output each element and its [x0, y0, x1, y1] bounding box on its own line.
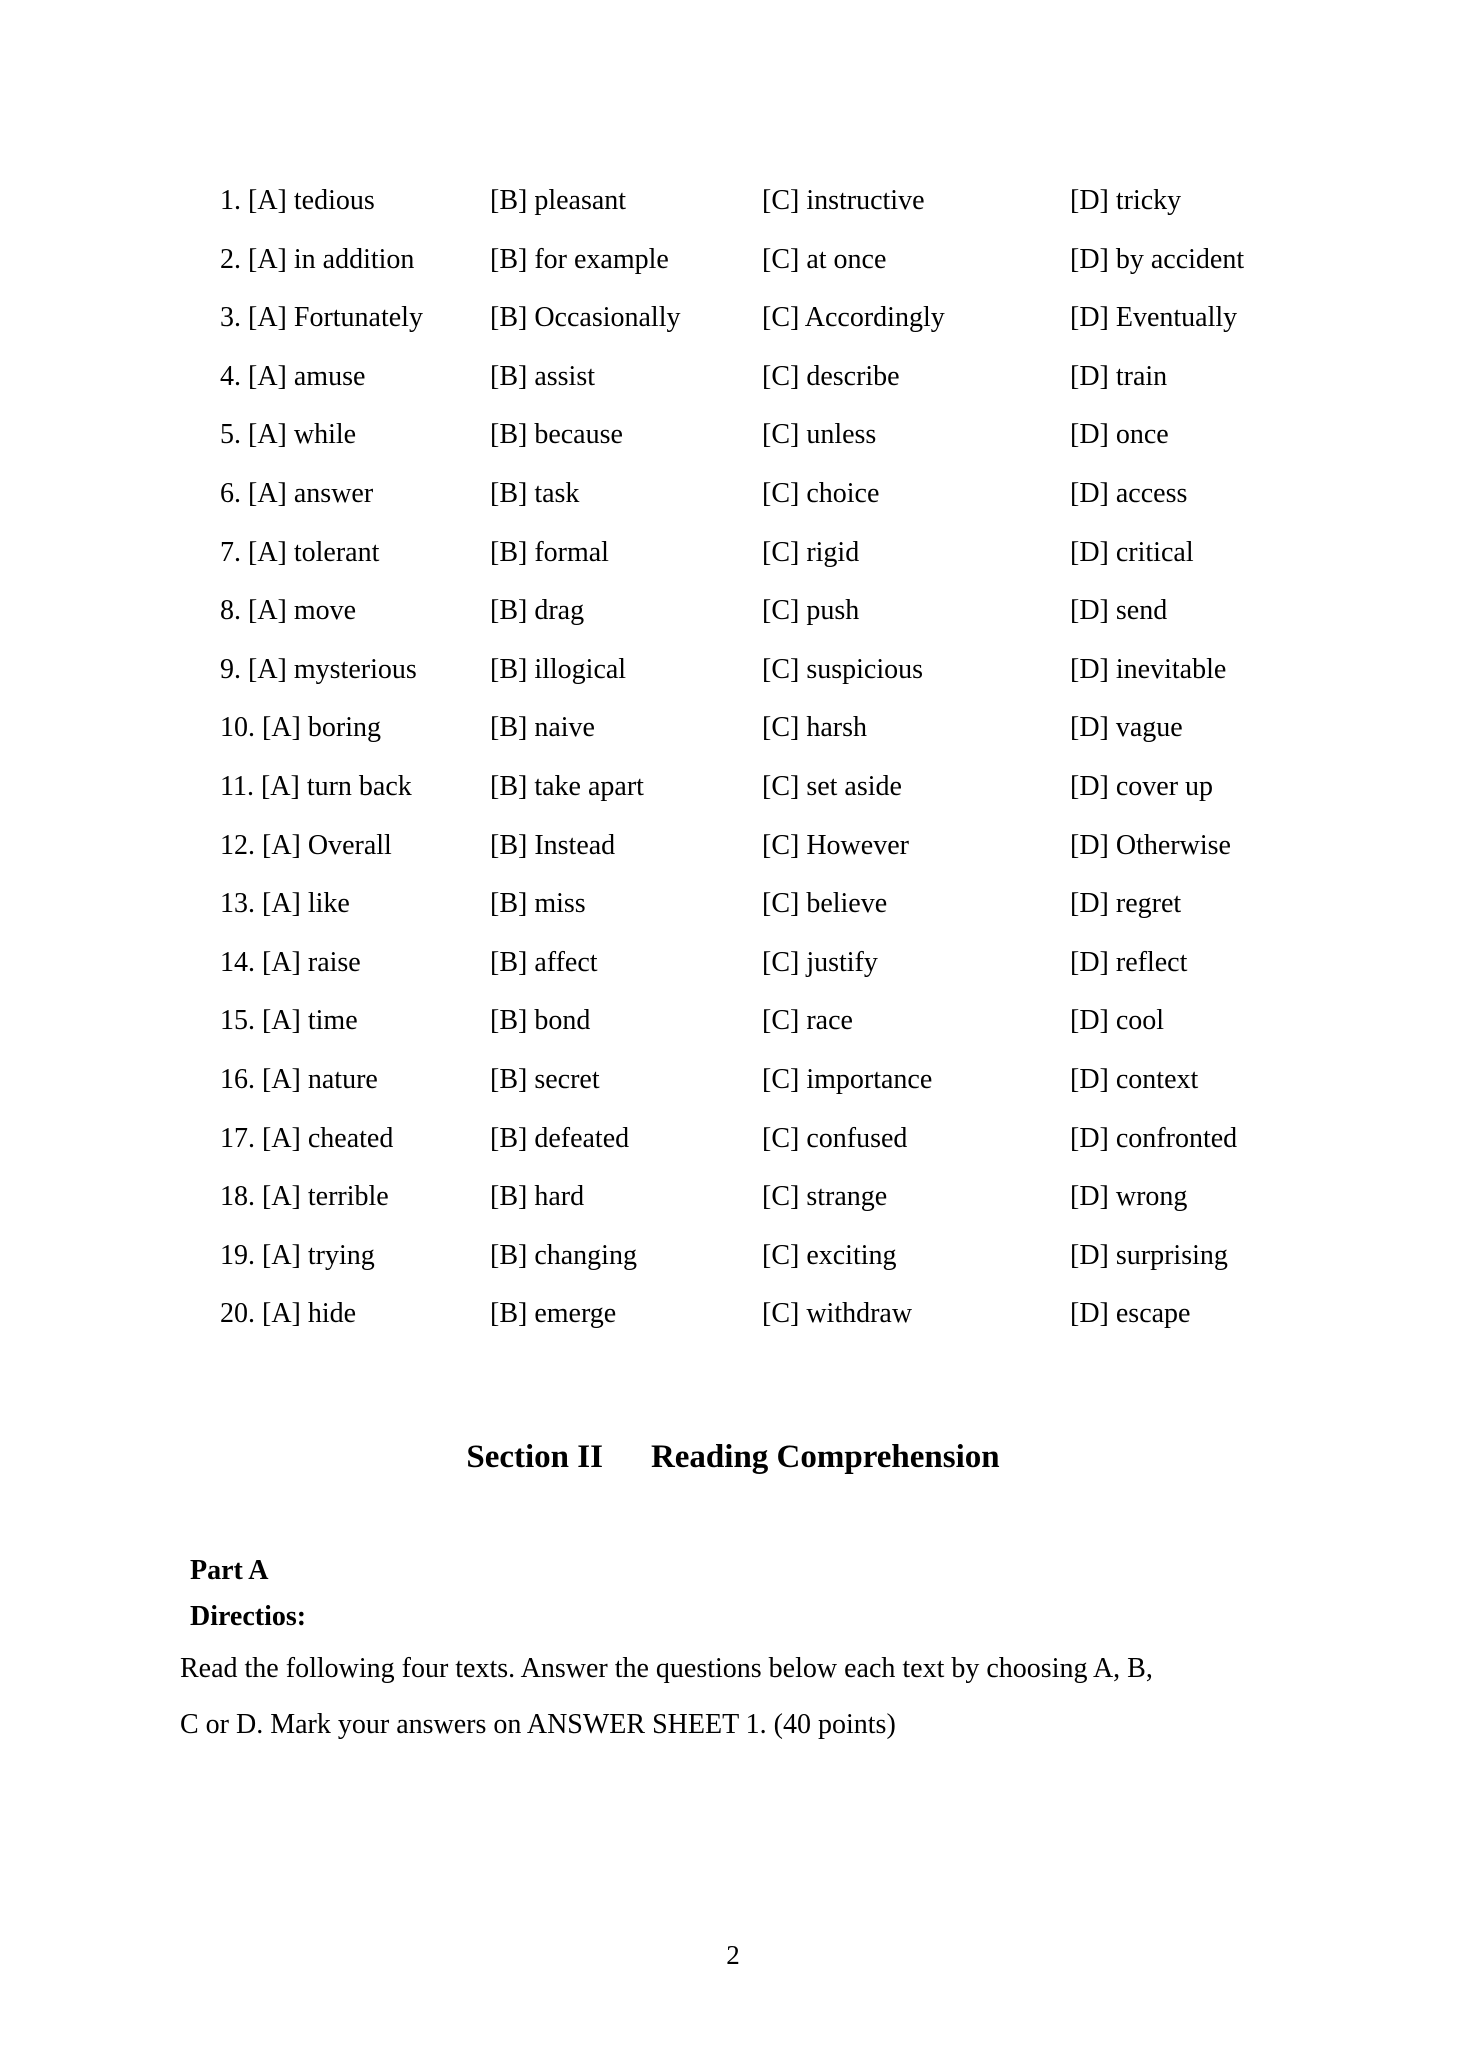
option-b: [B] defeated — [490, 1122, 630, 1154]
option-b: [B] bond — [490, 1005, 591, 1037]
option-b: [B] assist — [490, 360, 595, 392]
option-b: [B] task — [490, 477, 580, 509]
question-row — [0, 875, 1466, 934]
option-d: [D] train — [1070, 360, 1168, 392]
option-d: [D] send — [1070, 595, 1168, 627]
question-number-and-option-a: 2. [A] in addition — [220, 243, 415, 275]
option-d: [D] regret — [1070, 888, 1182, 920]
option-c: [C] rigid — [762, 536, 860, 568]
option-d: [D] inevitable — [1070, 653, 1227, 685]
question-row — [0, 231, 1466, 290]
option-c: [C] unless — [762, 419, 877, 451]
option-b: [B] illogical — [490, 653, 627, 685]
question-number-and-option-a: 13. [A] like — [220, 888, 350, 920]
option-b: [B] Instead — [490, 829, 616, 861]
question-row — [0, 172, 1466, 231]
option-c: [C] set aside — [762, 770, 902, 802]
question-row — [0, 758, 1466, 817]
option-b: [B] pleasant — [490, 185, 627, 216]
option-b: [B] take apart — [490, 770, 644, 802]
option-b: [B] drag — [490, 595, 585, 627]
option-b: [B] emerge — [490, 1298, 617, 1330]
question-row — [0, 406, 1466, 465]
option-d: [D] context — [1070, 1063, 1199, 1095]
page-footer — [0, 1938, 1466, 1972]
section-heading-title: Reading Comprehension — [650, 1439, 1000, 1475]
question-row — [0, 1110, 1466, 1169]
option-b: [B] formal — [490, 536, 609, 568]
option-b: [B] Occasionally — [490, 302, 681, 334]
option-c: [C] at once — [762, 243, 887, 275]
option-c: [C] exciting — [762, 1239, 897, 1271]
option-d: [D] vague — [1070, 712, 1183, 744]
option-d: [D] escape — [1070, 1298, 1191, 1330]
question-row — [0, 699, 1466, 758]
directions-line-2: C or D. Mark your answers on ANSWER SHEET 1. (40 points) — [180, 1709, 896, 1740]
option-c: [C] instructive — [762, 185, 925, 216]
question-number-and-option-a: 15. [A] time — [220, 1005, 358, 1037]
directions-line-1: Read the following four texts. Answer the questions below each text by choosing A, B, — [180, 1653, 1153, 1684]
question-row — [0, 1285, 1466, 1344]
question-number-and-option-a: 7. [A] tolerant — [220, 536, 380, 568]
option-d: [D] critical — [1070, 536, 1194, 568]
question-number-and-option-a: 1. [A] tedious — [220, 185, 375, 216]
question-row — [0, 817, 1466, 876]
question-row — [0, 641, 1466, 700]
option-b: [B] hard — [490, 1181, 585, 1213]
option-b: [B] miss — [490, 888, 586, 920]
question-number-and-option-a: 5. [A] while — [220, 419, 357, 451]
question-number-and-option-a: 12. [A] Overall — [220, 829, 392, 861]
question-number-and-option-a: 20. [A] hide — [220, 1298, 357, 1330]
option-c: [C] confused — [762, 1122, 908, 1154]
option-c: [C] push — [762, 595, 860, 627]
question-number-and-option-a: 18. [A] terrible — [220, 1181, 389, 1213]
question-row — [0, 1168, 1466, 1227]
question-row — [0, 289, 1466, 348]
question-number-and-option-a: 8. [A] move — [220, 595, 357, 627]
page-number: 2 — [726, 1940, 740, 1970]
question-row — [0, 582, 1466, 641]
directions-text — [180, 1641, 1300, 1753]
question-row — [0, 1051, 1466, 1110]
option-d: [D] cover up — [1070, 770, 1214, 802]
option-d: [D] Eventually — [1070, 302, 1238, 334]
question-row — [0, 992, 1466, 1051]
question-number-and-option-a: 6. [A] answer — [220, 477, 374, 509]
option-c: [C] justify — [762, 946, 878, 978]
option-d: [D] cool — [1070, 1005, 1165, 1037]
question-number-and-option-a: 4. [A] amuse — [220, 360, 366, 392]
question-number-and-option-a: 10. [A] boring — [220, 712, 381, 744]
option-c: [C] believe — [762, 888, 888, 920]
question-number-and-option-a: 14. [A] raise — [220, 946, 361, 978]
question-number-and-option-a: 3. [A] Fortunately — [220, 302, 423, 334]
question-number-and-option-a: 17. [A] cheated — [220, 1122, 394, 1154]
question-row — [0, 1227, 1466, 1286]
option-c: [C] describe — [762, 360, 900, 392]
question-row — [0, 934, 1466, 993]
option-c: [C] importance — [762, 1063, 933, 1095]
option-d: [D] surprising — [1070, 1239, 1228, 1271]
option-c: [C] suspicious — [762, 653, 923, 685]
option-c: [C] However — [762, 829, 909, 861]
option-b: [B] because — [490, 419, 623, 451]
option-d: [D] once — [1070, 419, 1169, 451]
option-b: [B] affect — [490, 946, 598, 978]
option-c: [C] Accordingly — [762, 302, 945, 334]
option-d: [D] wrong — [1070, 1181, 1188, 1213]
section-heading-number: Section II — [466, 1439, 603, 1475]
question-row — [0, 465, 1466, 524]
option-c: [C] withdraw — [762, 1298, 913, 1330]
option-d: [D] access — [1070, 477, 1188, 509]
question-number-and-option-a: 11. [A] turn back — [220, 770, 412, 802]
directions-label: Directios: — [190, 1601, 307, 1632]
option-c: [C] race — [762, 1005, 853, 1037]
question-number-and-option-a: 9. [A] mysterious — [220, 653, 417, 685]
option-b: [B] secret — [490, 1063, 600, 1095]
option-b: [B] naive — [490, 712, 595, 744]
option-b: [B] for example — [490, 243, 669, 275]
section-heading — [0, 1435, 1466, 1479]
option-d: [D] tricky — [1070, 185, 1182, 216]
option-c: [C] harsh — [762, 712, 867, 744]
option-c: [C] strange — [762, 1181, 888, 1213]
option-d: [D] Otherwise — [1070, 829, 1231, 861]
part-a-label: Part A — [190, 1555, 269, 1586]
option-c: [C] choice — [762, 477, 880, 509]
question-options-list — [0, 172, 1466, 1344]
option-b: [B] changing — [490, 1239, 637, 1271]
question-row — [0, 524, 1466, 583]
option-d: [D] confronted — [1070, 1122, 1238, 1154]
question-number-and-option-a: 16. [A] nature — [220, 1063, 378, 1095]
option-d: [D] by accident — [1070, 243, 1245, 275]
question-number-and-option-a: 19. [A] trying — [220, 1239, 375, 1271]
option-d: [D] reflect — [1070, 946, 1188, 978]
question-row — [0, 348, 1466, 407]
